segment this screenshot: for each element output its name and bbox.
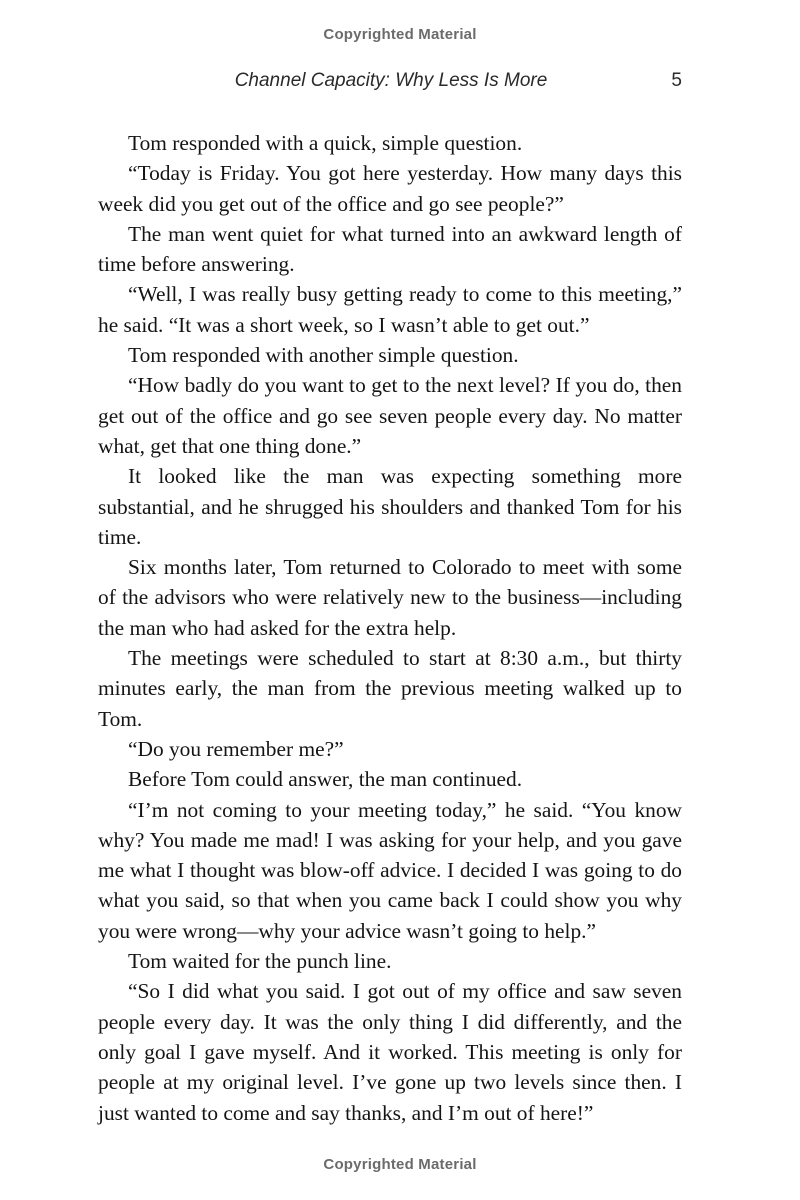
- chapter-running-title: Channel Capacity: Why Less Is More: [234, 70, 548, 91]
- paragraph: “How badly do you want to get to the next level? If you do, then get out of the office and go see seven people every day. No matter what, get that one thing done.”: [98, 373, 682, 458]
- paragraph: Before Tom could answer, the man continued.: [128, 767, 523, 792]
- page-number: 5: [671, 70, 682, 91]
- paragraph: Tom responded with a quick, simple question.: [128, 131, 523, 155]
- copyright-watermark-bottom: Copyrighted Material: [323, 1156, 477, 1173]
- paragraph: Tom responded with another simple question.: [128, 343, 519, 368]
- paragraph: “Well, I was really busy getting ready to come to this meeting,” he said. “It was a short week, so I wasn’t able to get out.”: [98, 282, 682, 337]
- paragraph: Tom waited for the punch line.: [128, 949, 392, 974]
- paragraph: “Today is Friday. You got here yesterday. How many days this week did you get out of the office and go see people?”: [98, 161, 682, 216]
- paragraph: “Do you remember me?”: [128, 736, 344, 761]
- paragraph: “So I did what you said. I got out of my office and saw seven people every day. It was the only thing I did differently, and the only goal I gave myself. And it worked. This meeting is only for people at my original level. I’ve gone up two levels since then. I just wanted to come and say thanks, and I’m out of here!”: [98, 979, 682, 1125]
- paragraph: The meetings were scheduled to start at 8:30 a.m., but thirty minutes early, the man from the previous meeting walked up to Tom.: [98, 646, 682, 731]
- paragraph: “I’m not coming to your meeting today,” he said. “You know why? You made me mad! I was asking for your help, and you gave me what I thought was blow-off advice. I decided I was going to do what you said, so that when you came back I could show you why you were wrong—why your advice wasn’t going to help.”: [98, 797, 682, 943]
- paragraph: It looked like the man was expecting something more substantial, and he shrugged his shoulders and thanked Tom for his time.: [98, 464, 682, 549]
- body-text: [98, 128, 682, 1128]
- paragraph: The man went quiet for what turned into an awkward length of time before answering.: [98, 221, 682, 277]
- running-header: [100, 70, 682, 96]
- paragraph: Six months later, Tom returned to Colorado to meet with some of the advisors who were relatively new to the business—including the man who had asked for the extra help.: [98, 555, 682, 640]
- copyright-watermark-top: Copyrighted Material: [323, 26, 477, 43]
